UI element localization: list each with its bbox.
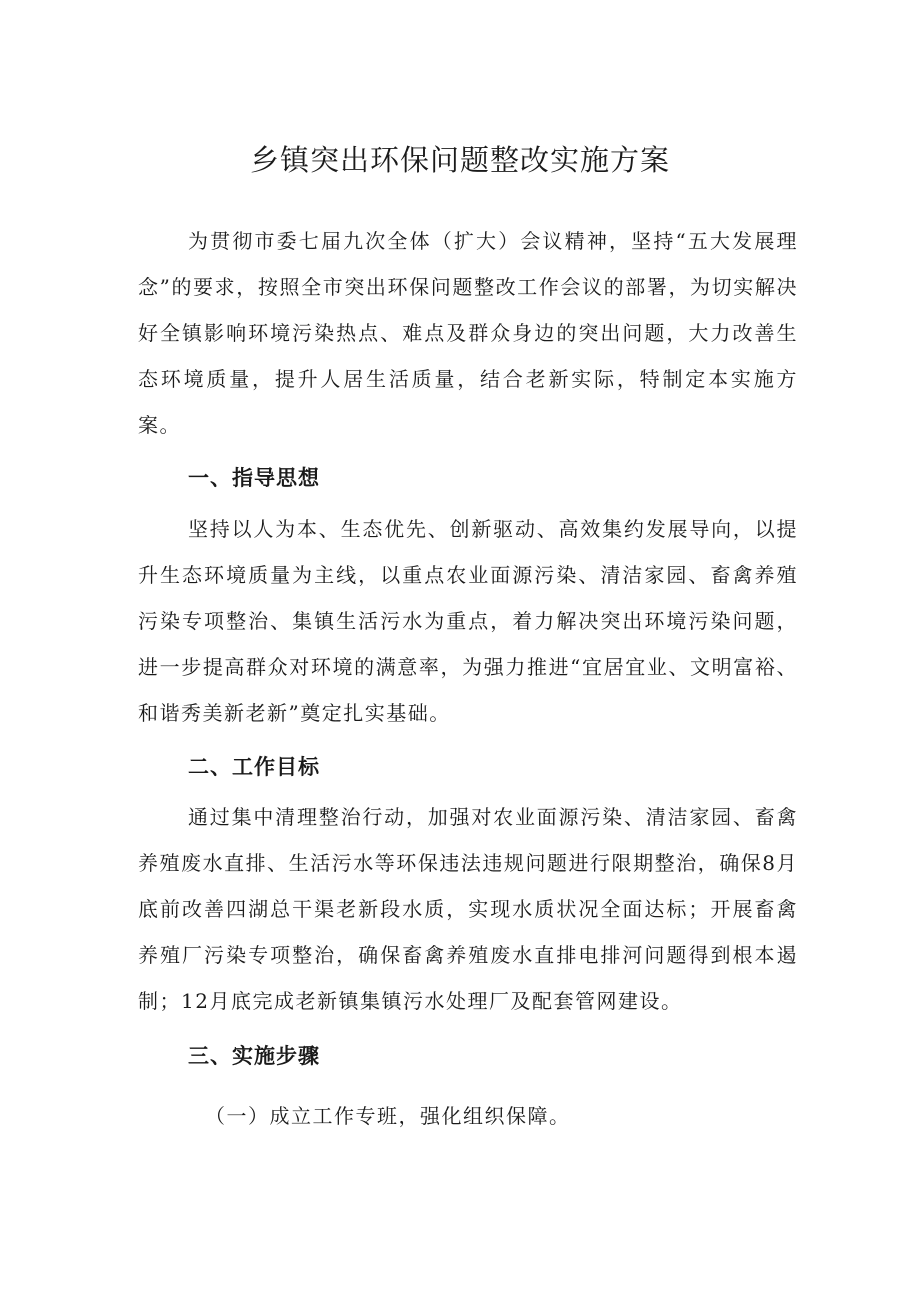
section-body-guiding-ideology: 坚持以人为本、生态优先、创新驱动、高效集约发展导向，以提升生态环境质量为主线，以重点农业面源污染、清洁家园、畜禽养殖污染专项整治、集镇生活污水为重点，着力解决突出环境污染问题，进一步提高群众对环境的满意率，为强力推进“宜居宜业、文明富裕、和谐秀美新老新”奠定扎实基础。 — [138, 517, 798, 725]
intro-paragraph: 为贯彻市委七届九次全体（扩大）会议精神，坚持“五大发展理念”的要求，按照全市突出环保问题整改工作会议的部署，为切实解决好全镇影响环境污染热点、难点及群众身边的突出问题，大力改善生态环境质量，提升人居生活质量，结合老新实际，特制定本实施方案。 — [138, 229, 798, 437]
section-heading-guiding-ideology: 一、指导思想 — [188, 466, 320, 490]
subsection-heading-work-team: （一）成立工作专班，强化组织保障。 — [205, 1104, 571, 1128]
section-heading-work-goals: 二、工作目标 — [188, 755, 320, 779]
section-body-work-goals: 通过集中清理整治行动，加强对农业面源污染、清洁家园、畜禽养殖废水直排、生活污水等环保违法违规问题进行限期整治，确保8月底前改善四湖总干渠老新段水质，实现水质状况全面达标；开展畜禽养殖厂污染专项整治，确保畜禽养殖废水直排电排河问题得到根本遏制；12月底完成老新镇集镇污水处理厂及配套管网建设。 — [138, 805, 798, 1013]
document-title: 乡镇突出环保问题整改实施方案 — [249, 143, 670, 177]
section-heading-implementation-steps: 三、实施步骤 — [188, 1044, 320, 1068]
